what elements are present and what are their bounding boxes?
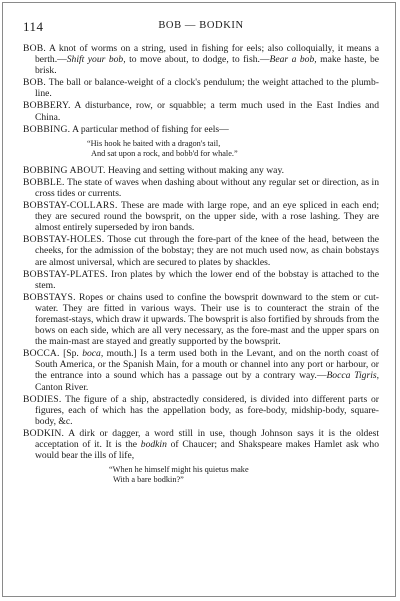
definition-cont: mouth.] Is a term used both in the Levant, and on the north coast of South America, or the Spanish Main, for a mouth or channel into any port or harbour, or the entrance into a sound which has a passage out by a contrary way.— [35, 348, 380, 382]
definition: [Sp. [63, 348, 83, 360]
verse-quote [23, 139, 379, 159]
verse-quote [23, 465, 379, 485]
definition: The figure of a ship, abstractedly considered, is divided into different parts or figures, each of which has the appellation body, as fore-body, midship-body, square-body, &c. [35, 393, 379, 427]
verse-line: “His hook he baited with a dragon's tail, [87, 138, 221, 148]
definition: Ropes or chains used to confine the bowsprit downward to the stem or cut-water. They are fitted in various ways. Their use is to counteract the strain of the foremast-stays, which draw it upwards. The bowsprit is also fortified by shrouds from the bows on each side, which are all very necessary, as the fore-mast and the upper spars on the main-mast are stayed and greatly supported by the bowsprit. [35, 291, 379, 348]
definition: Those cut through the fore-part of the knee of the head, between the cheeks, for the admission of the bobstay; they are not much used now, as chain bobstays are almost universal, which are secured to plates by shackles. [35, 234, 379, 268]
headword: BOBBLE. [23, 176, 65, 188]
italic-phrase: bodkin [140, 439, 167, 450]
page-content [23, 17, 379, 491]
italic-phrase: Bocca Tigris, [326, 370, 380, 382]
headword: BODKIN. [23, 427, 65, 439]
italic-phrase: boca, [82, 348, 104, 360]
headword: BOB. [23, 43, 46, 54]
definition-cont: to move about, to dodge, to fish.— [125, 54, 270, 66]
headword: BOBSTAYS. [23, 291, 76, 303]
headword: BOBSTAY-COLLARS. [23, 200, 118, 212]
verse-line: “When he himself might his quietus make [109, 465, 249, 475]
page-header [23, 17, 379, 37]
entry-bocca [23, 348, 379, 392]
verse-line: And sat upon a rock, and bobb'd for whale.” [91, 148, 238, 158]
headword: BODIES. [23, 393, 62, 405]
headword: BOBBING. [23, 123, 71, 135]
entry-bobble [23, 177, 379, 199]
definition: A knot of worms on a string, used in fishing for eels; also colloquially, it means a berth.— [35, 43, 379, 66]
italic-phrase: Shift your bob, [66, 54, 126, 66]
definition-cont: make haste, be brisk. [35, 54, 379, 77]
definition: These are made with large rope, and an eye spliced in each end; they are secured round the bowsprit, on the upper side, with a rose lashing. They are almost entirely superseded by iron bands. [35, 200, 380, 234]
entry-bob-2 [23, 77, 379, 99]
entry-bobbing-about [23, 165, 379, 176]
entry-bobbing [23, 124, 379, 135]
definition: A dirk or dagger, a word still in use, though Johnson says it is the oldest acceptation of it. It is the [35, 427, 379, 450]
definition-cont: Canton River. [35, 381, 89, 393]
definition: A particular method of fishing for eels— [72, 123, 229, 135]
verse-line: With a bare bodkin?” [113, 475, 184, 485]
headword: BOBSTAY-PLATES. [23, 268, 108, 280]
entry-bobstay-collars [23, 200, 379, 233]
headword: BOBBERY. [23, 100, 71, 112]
italic-phrase: Bear a bob, [269, 54, 317, 66]
entry-bodkin [23, 428, 379, 461]
headword: BOBSTAY-HOLES. [23, 234, 105, 246]
definition: Heaving and setting without making any way. [107, 164, 285, 176]
page-number: 114 [23, 19, 44, 34]
entry-bodies [23, 394, 379, 427]
definition-cont: of Chaucer; and Shakspeare makes Hamlet ask who would bear the ills of life, [35, 439, 379, 462]
entry-bobbery [23, 100, 379, 122]
definition: A disturbance, row, or squabble; a term much used in the East Indies and China. [35, 100, 379, 123]
definition: The state of waves when dashing about without any regular set or direction, as in cross tides or currents. [35, 176, 379, 199]
entry-bob-1 [23, 43, 379, 76]
entry-bobstays [23, 292, 379, 347]
headword: BOB. [23, 77, 46, 89]
headword: BOCCA. [23, 348, 60, 360]
definition: Iron plates by which the lower end of the bobstay is attached to the stem. [35, 268, 380, 291]
headword: BOBBING ABOUT. [23, 164, 106, 176]
entry-bobstay-holes [23, 234, 379, 267]
running-head: BOB — BODKIN [158, 20, 244, 31]
book-page [2, 2, 396, 597]
entry-bobstay-plates [23, 269, 379, 291]
definition: The ball or balance-weight of a clock's pendulum; the weight attached to the plumb-line. [35, 77, 379, 100]
